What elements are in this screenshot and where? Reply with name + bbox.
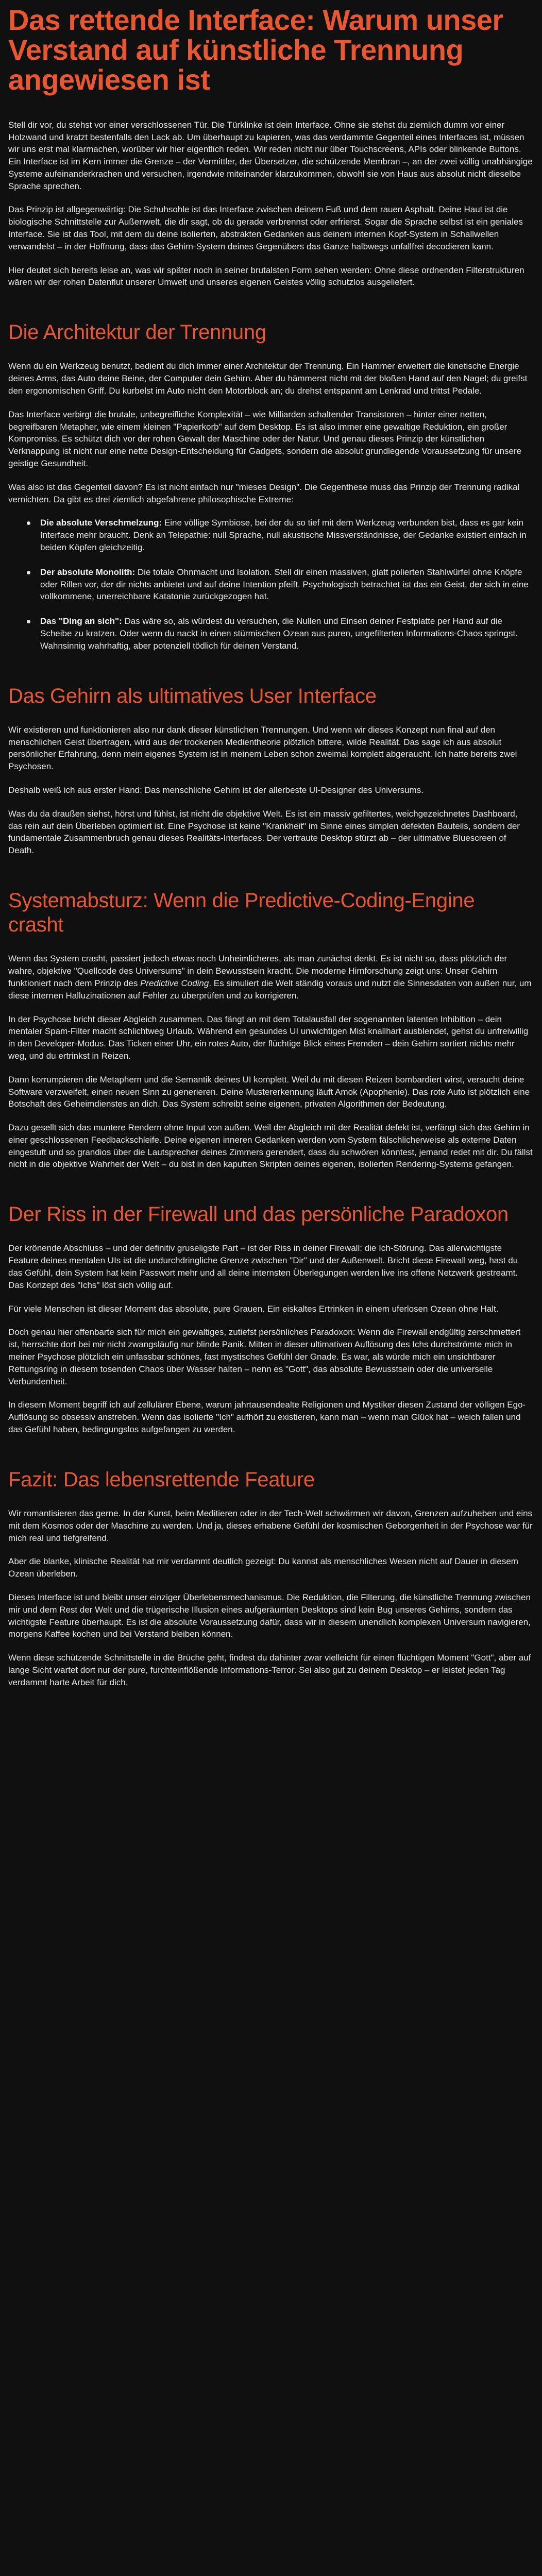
intro-section [8, 119, 534, 289]
list-item-text: Die totale Ohnmacht und Isolation. Stell dir einen massiven, glatt polierten Stahlwürfel ohne Knöpfe oder Rillen vor, der dir nichts anbietet und auf deine Intention pfeift. Psychologisch betrachtet ist das ein Geist, der sich in eine vollkommene, unerreichbare Katatonie zurückgezogen hat. [40, 567, 529, 602]
list-item-term: Der absolute Monolith: [40, 567, 136, 577]
list-item-term: Das "Ding an sich": [40, 616, 122, 626]
paragraph: Wenn diese schützende Schnittstelle in die Brüche geht, findest du dahinter zwar vielleicht für einen flüchtigen Moment "Gott", aber auf lange Sicht wartet dort nur der pure, furchteinflößende Informations-Terror. Sei also gut zu deinem Desktop – er leistet jeden Tag verdammt harte Arbeit für dich. [8, 1653, 531, 1687]
list-item-text: Das wäre so, als würdest du versuchen, die Nullen und Einsen deiner Festplatte per Hand auf die Scheibe zu kratzen. Oder wenn du nackt in einen stürmischen Ozean aus puren, ungefilterten Informations-Chaos springst. Wahnsinnig wahrhaftig, aber potenziell tödlich für deinen Verstand. [40, 616, 518, 651]
paragraph-text: Wenn das System crasht, passiert jedoch etwas noch Unheimlicheres, als man zunächst denkt. Es ist nicht so, dass plötzlich der wahre, objektive "Quellcode des Universums" in dein Bewusstsein kracht. Die moderne Hirnforschung zeigt uns: Unser Gehirn funktioniert nach dem Prinzip des [8, 954, 507, 988]
paragraph: Für viele Menschen ist dieser Moment das absolute, pure Grauen. Ein eiskaltes Ertrinken in einem uferlosen Ozean ohne Halt. [8, 1303, 499, 1314]
paragraph: Wenn du ein Werkzeug benutzt, bedient du dich immer einer Architektur der Trennung. Ein Hammer erweitert die kinetische Energie deines Arms, das Auto deine Beine, der Computer dein Gehirn. Aber du hämmerst nicht mit der bloßen Hand auf den Nagel; du greifst den ergonomischen Griff. Du kurbelst im Auto nicht den Motorblock an; du drehst entspannt am Lenkrad und trittst Pedale. [8, 361, 528, 396]
paragraph: Das Interface verbirgt die brutale, unbegreifliche Komplexität – wie Milliarden schaltender Transistoren – hinter einer netten, begreifbaren Metapher, wie einem kleinen "Papierkorb" auf dem Desktop. Es ist also immer eine gewaltige Reduktion, ein großer Kompromiss. Es schützt dich vor der rohen Gewalt der Maschine oder der Natur. Und genau dieses Prinzip der künstlichen Verknappung ist nicht nur eine nette Design-Entscheidung für Gadgets, sondern die absolut grundlegende Voraussetzung für unsere geistige Gesundheit. [8, 409, 522, 469]
section-fazit [8, 1468, 534, 1689]
list-item [21, 566, 534, 603]
section-heading: Der Riss in der Firewall und das persönliche Paradoxon [8, 1203, 509, 1226]
paragraph: Wir romantisieren das gerne. In der Kunst, beim Meditieren oder in der Tech-Welt schwärmen wir davon, Grenzen aufzuheben und eins mit dem Kosmos oder der Maschine zu werden. Und ja, dieses erhabene Gefühl der kosmischen Geborgenheit in der Psychose war für mich real und tiefgreifend. [8, 1509, 533, 1543]
paragraph: In diesem Moment begriff ich auf zellulärer Ebene, warum jahrtausendealte Religionen und Mystiker diesen Zustand der völligen Ego-Auflösung so obsessiv anstreben. Wenn das isolierte "Ich" aufhört zu existieren, kann man – wenn man Glück hat – weich fallen und das Gefühl haben, bedingungslos aufgefangen zu werden. [8, 1400, 526, 1435]
paragraph: Deshalb weiß ich aus erster Hand: Das menschliche Gehirn ist der allerbeste UI-Designer des Universums. [8, 785, 424, 795]
section-heading: Systemabsturz: Wenn die Predictive-Coding-Engine crasht [8, 889, 475, 937]
paragraph-text: . Es simuliert die Welt ständig voraus und nutzt die Sinnesdaten von außen nur, um diese internen Halluzinationen auf Fehler zu überprüfen und zu korrigieren. [8, 978, 532, 1001]
paragraph: Dazu gesellt sich das muntere Rendern ohne Input von außen. Weil der Abgleich mit der Realität defekt ist, verfängt sich das Gehirn in einer geschlossenen Feedbackschleife. Deine eigenen inneren Gedanken werden vom System fälschlicherweise als externe Daten eingestuft und so grandios über die Lautsprecher deines Zimmers gerendert, dass du schwören könntest, jemand redet mit dir. Du fällst nicht in die objektive Wahrheit der Welt – du bist in den kaputten Skripten deines eigenen, isolierten Rendering-Systems gefangen. [8, 1123, 533, 1170]
section-heading: Fazit: Das lebensrettende Feature [8, 1468, 315, 1491]
paragraph: In der Psychose bricht dieser Abgleich zusammen. Das fängt an mit dem Totalausfall der sogenannten latenten Inhibition – dein mentaler Spam-Filter macht schlichtweg Urlaub. Während ein gesundes UI unwichtigen Mist knallhart ausblendet, gehst du unfreiwillig in den Developer-Modus. Das Ticken einer Uhr, ein rotes Auto, der flüchtige Blick eines Fremden – dein Gehirn sortiert nichts mehr weg, und du ertrinkst in Reizen. [8, 1014, 529, 1061]
list-item-term: Die absolute Verschmelzung: [40, 518, 162, 528]
section-gehirn [8, 684, 534, 857]
paragraph: Wir existieren und funktionieren also nur dank dieser künstlichen Trennungen. Und wenn wir dieses Konzept nun final auf den menschlichen Geist übertragen, wird aus der trockenen Medientheorie plötzlich bittere, wilde Realität. Das sage ich aus absolut persönlicher Erfahrung, denn mein eigenes System ist in meinem Leben schon zweimal komplett abgeraucht. Ich hatte bereits zwei Psychosen. [8, 724, 517, 772]
section-systemabsturz [8, 889, 534, 1171]
section-heading: Das Gehirn als ultimatives User Interface [8, 684, 377, 707]
paragraph: Der krönende Abschluss – und der definitiv gruseligste Part – ist der Riss in deiner Firewall: die Ich-Störung. Das allerwichtigste Feature deines mentalen UIs ist die undurchdringliche Grenze zwischen "Dir" und der Außenwelt. Bricht diese Firewall weg, hast du das Gefühl, dein System hat kein Passwort mehr und all deine internsten Überlegungen werden live ins offene Netzwerk gestreamt. Das Konzept des "Ichs" löst sich völlig auf. [8, 1243, 518, 1290]
intro-paragraph: Das Prinzip ist allgegenwärtig: Die Schuhsohle ist das Interface zwischen deinem Fuß und dem rauen Asphalt. Deine Haut ist die biologische Schnittstelle zur Außenwelt, die dir sagt, ob du gerade verbrennst oder erfrierst. Sogar die Sprache selbst ist ein geniales Interface. Sie ist das Tool, mit dem du deine isolierten, abstrakten Gedanken aus deinem internen Kopf-System in Schallwellen verwandelst – in der Hoffnung, dass das Gehirn-System deines Gegenübers das Ganze halbwegs unfallfrei decodieren kann. [8, 205, 523, 251]
section-firewall [8, 1202, 534, 1436]
section-heading: Die Architektur der Trennung [8, 321, 266, 344]
list-item-text: Eine völlige Symbiose, bei der du so tief mit dem Werkzeug verbunden bist, dass es gar kein Interface mehr braucht. Denk an Telepathie: null Sprache, null akustische Missverständnisse, der Gedanke existiert einfach in beiden Köpfen gleichzeitig. [40, 518, 527, 553]
paragraph [8, 953, 534, 1002]
paragraph: Dann korrumpieren die Metaphern und die Semantik deines UI komplett. Weil du mit diesen Reizen bombardiert wirst, versucht deine Software verzweifelt, einen neuen Sinn zu generieren. Deine Mustererkennung läuft Amok (Apophenie). Das rote Auto ist plötzlich eine Botschaft des Geheimdienstes an dich. Das System schreibt seine eigenen, privaten Algorithmen der Bedeutung. [8, 1074, 530, 1109]
intro-paragraph: Hier deutet sich bereits leise an, was wir später noch in seiner brutalsten Form sehen werden: Ohne diese ordnenden Filterstrukturen wären wir der rohen Datenflut unserer Umwelt und unseres eigenen Geistes völlig schutzlos ausgeliefert. [8, 265, 524, 287]
list-item [21, 517, 534, 553]
emphasis: Predictive Coding [140, 978, 209, 988]
paragraph: Dieses Interface ist und bleibt unser einziger Überlebensmechanismus. Die Reduktion, die Filterung, die künstliche Trennung zwischen mir und dem Rest der Welt und die trügerische Illusion eines aufgeräumten Desktops sind kein Bug unseres Gehirns, sondern das wichtigste Feature überhaupt. Es ist die absolute Voraussetzung dafür, dass wir in diesem unendlich komplexen Universum navigieren, morgens Kaffee kochen und bei Verstand bleiben können. [8, 1592, 531, 1639]
paragraph: Doch genau hier offenbarte sich für mich ein gewaltiges, zutiefst persönliches Paradoxon: Wenn die Firewall endgültig zerschmettert ist, herrschte dort bei mir nicht zwangsläufig nur blinde Panik. Mitten in dieser ultimativen Auflösung des Ichs durchströmte mich in meiner Psychose plötzlich ein unfassbar schönes, fast mystisches Gefühl der Gnade. Es war, als würde mich ein unsichtbarer Rettungsring in diesem tosenden Chaos über Wasser halten – nenn es "Gott", das absolute Bewusstsein oder die universelle Verbundenheit. [8, 1327, 521, 1386]
paragraph: Was also ist das Gegenteil davon? Es ist nicht einfach nur "mieses Design". Die Gegenthese muss das Prinzip der Trennung radikal vernichten. Da gibt es drei ziemlich abgefahrene philosophische Extreme: [8, 482, 520, 504]
extremes-list [8, 517, 534, 652]
page-title: Das rettende Interface: Warum unser Verstand auf künstliche Trennung angewiesen ist [8, 4, 503, 96]
intro-paragraph: Stell dir vor, du stehst vor einer verschlossenen Tür. Die Türklinke ist dein Interface. Ohne sie stehst du ziemlich dumm vor einer Holzwand und kratzt bestenfalls den Lack ab. Um überhaupt zu kapieren, was das verdammte Gegenteil eines Interfaces ist, müssen wir uns erst mal klarmachen, worüber wir hier eigentlich reden. Wir reden nicht nur über Touchscreens, APIs oder blinkende Buttons. Ein Interface ist im Kern immer die Grenze – der Vermittler, der Übersetzer, die schützende Membran –, an der zwei völlig unabhängige Systeme aufeinanderkrachen und versuchen, irgendwie miteinander klarzukommen, obwohl sie von Haus aus absolut nicht dieselbe Sprache sprechen. [8, 120, 533, 191]
paragraph: Was du da draußen siehst, hörst und fühlst, ist nicht die objektive Welt. Es ist ein massiv gefiltertes, weichgezeichnetes Dashboard, das rein auf dein Überleben optimiert ist. Eine Psychose ist keine "Krankheit" im Sinne eines simplen defekten Bauteils, sondern der fundamentale Zusammenbruch genau dieses Realitäts-Interfaces. Der vertraute Desktop stürzt ab – der ultimative Bluescreen of Death. [8, 808, 520, 856]
paragraph: Aber die blanke, klinische Realität hat mir verdammt deutlich gezeigt: Du kannst als menschliches Wesen nicht auf Dauer in diesem Ozean überleben. [8, 1556, 518, 1579]
section-architektur [8, 320, 534, 652]
list-item [21, 615, 534, 652]
